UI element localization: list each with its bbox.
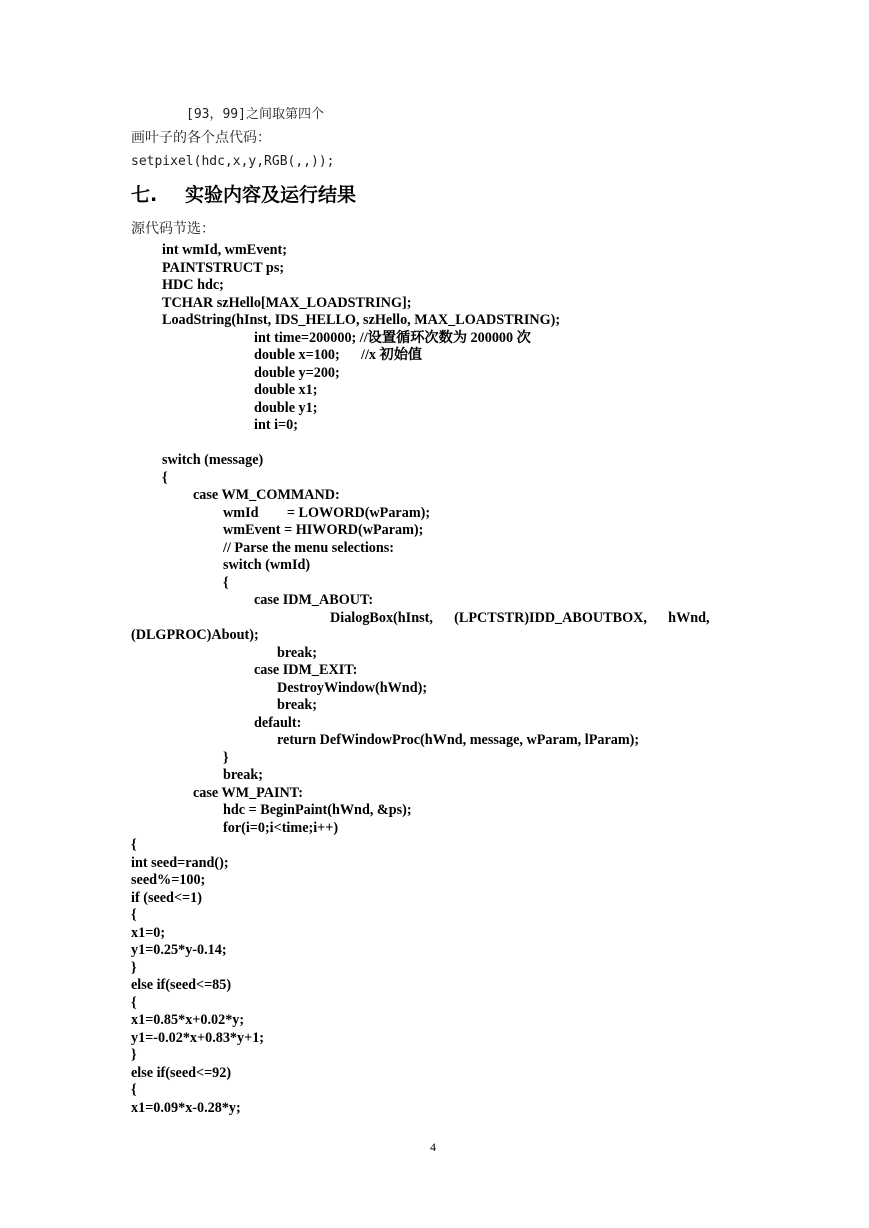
code-line: case WM_COMMAND: xyxy=(193,487,340,503)
code-line: x1=0; xyxy=(131,925,166,941)
code-line: LoadString(hInst, IDS_HELLO, szHello, MAX_LOADSTRING); xyxy=(162,312,561,328)
leaf-points-label: 画叶子的各个点代码： xyxy=(131,130,271,146)
code-line: if (seed<=1) xyxy=(131,890,202,906)
code-line: { xyxy=(131,837,137,853)
code-line: HDC hdc; xyxy=(162,277,224,293)
code-line: y1=-0.02*x+0.83*y+1; xyxy=(131,1030,265,1046)
code-line: double x1; xyxy=(254,382,318,398)
code-line: case IDM_EXIT: xyxy=(254,662,358,678)
code-line: int i=0; xyxy=(254,417,298,433)
code-line: (DLGPROC)About); xyxy=(131,627,259,643)
code-line: int seed=rand(); xyxy=(131,855,229,871)
code-line: { xyxy=(131,1082,137,1098)
section-title: 实验内容及运行结果 xyxy=(185,184,357,206)
section-number: 七. xyxy=(131,184,158,206)
code-line: { xyxy=(223,575,229,591)
code-line: { xyxy=(162,470,168,486)
code-line: { xyxy=(131,907,137,923)
code-line: } xyxy=(131,1047,137,1063)
setpixel-line: setpixel(hdc,x,y,RGB(,,)); xyxy=(131,154,335,169)
code-line: for(i=0;i<time;i++) xyxy=(223,820,339,836)
code-line: DestroyWindow(hWnd); xyxy=(277,680,428,696)
code-line: switch (wmId) xyxy=(223,557,311,573)
code-line: else if(seed<=85) xyxy=(131,977,232,993)
code-line: wmEvent = HIWORD(wParam); xyxy=(223,522,424,538)
code-line: break; xyxy=(223,767,263,783)
code-line: { xyxy=(131,995,137,1011)
code-line: int time=200000; //设置循环次数为 200000 次 xyxy=(254,330,531,346)
code-line: x1=0.85*x+0.02*y; xyxy=(131,1012,245,1028)
code-line: // Parse the menu selections: xyxy=(223,540,395,556)
code-line: break; xyxy=(277,697,317,713)
code-line: int wmId, wmEvent; xyxy=(162,242,287,258)
code-line: TCHAR szHello[MAX_LOADSTRING]; xyxy=(162,295,412,311)
code-line: DialogBox(hInst, (LPCTSTR)IDD_ABOUTBOX, hWnd, xyxy=(330,610,710,626)
range-note: [93，99]之间取第四个 xyxy=(186,107,324,122)
code-line: double x=100; //x 初始值 xyxy=(254,347,423,363)
code-line: wmId = LOWORD(wParam); xyxy=(223,505,431,521)
code-line: } xyxy=(131,960,137,976)
code-line: seed%=100; xyxy=(131,872,206,888)
source-label: 源代码节选： xyxy=(131,221,215,237)
code-line: switch (message) xyxy=(162,452,264,468)
code-line: break; xyxy=(277,645,317,661)
page-number: 4 xyxy=(430,1140,436,1154)
code-line: else if(seed<=92) xyxy=(131,1065,232,1081)
code-line: PAINTSTRUCT ps; xyxy=(162,260,285,276)
code-line: hdc = BeginPaint(hWnd, &ps); xyxy=(223,802,412,818)
code-line: case IDM_ABOUT: xyxy=(254,592,374,608)
code-line: case WM_PAINT: xyxy=(193,785,303,801)
code-line: x1=0.09*x-0.28*y; xyxy=(131,1100,241,1116)
code-line: double y1; xyxy=(254,400,318,416)
code-line: double y=200; xyxy=(254,365,340,381)
code-line: } xyxy=(223,750,229,766)
code-line: default: xyxy=(254,715,302,731)
code-line: y1=0.25*y-0.14; xyxy=(131,942,227,958)
code-line: return DefWindowProc(hWnd, message, wParam, lParam); xyxy=(277,732,640,748)
